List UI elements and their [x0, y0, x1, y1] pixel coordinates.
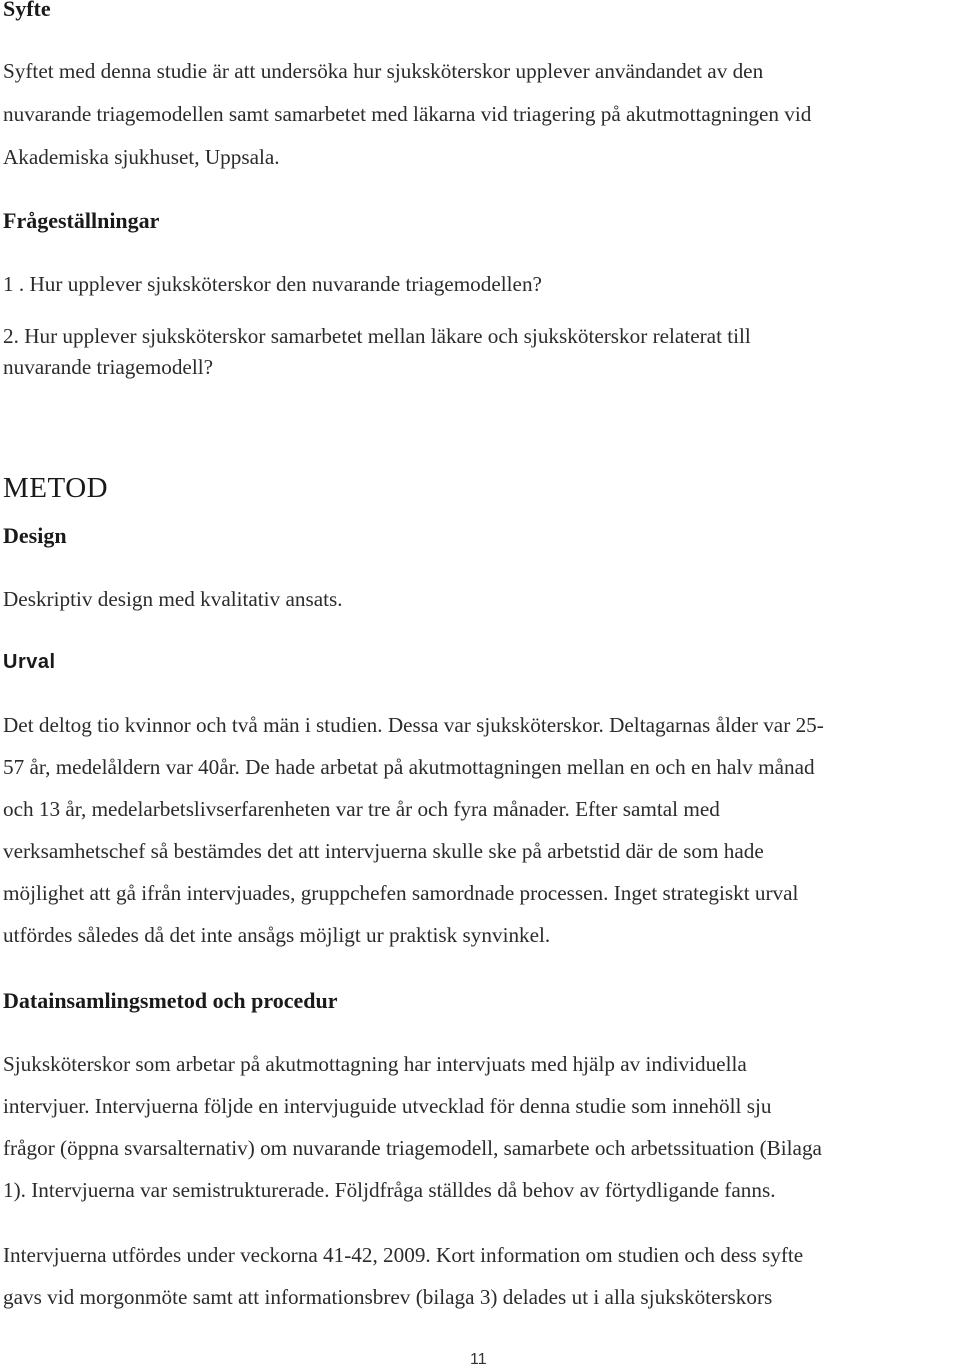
paragraph-urval: [3, 704, 824, 956]
text-line: gavs vid morgonmöte samt att informationsbrev (bilaga 3) delades ut i alla sjuksköterskors: [3, 1285, 773, 1309]
text-line: Sjuksköterskor som arbetar på akutmottagning har intervjuats med hjälp av individuella: [3, 1052, 747, 1076]
text-line: utfördes således då det inte ansågs möjligt ur praktisk synvinkel.: [3, 923, 551, 947]
text-line: nuvarande triagemodell?: [3, 355, 214, 379]
text-line: Syftet med denna studie är att undersöka hur sjuksköterskor upplever användandet av den: [3, 59, 764, 83]
heading-urval: Urval: [3, 651, 56, 673]
heading-fragestallningar: Frågeställningar: [3, 208, 160, 233]
text-line: nuvarande triagemodellen samt samarbetet med läkarna vid triagering på akutmottagningen vid: [3, 102, 812, 126]
heading-metod: METOD: [3, 472, 109, 504]
question-1: 1 . Hur upplever sjuksköterskor den nuvarande triagemodellen?: [3, 272, 542, 296]
text-line: och 13 år, medelarbetslivserfarenheten var tre år och fyra månader. Efter samtal med: [3, 797, 720, 821]
text-line: möjlighet att gå ifrån intervjuades, gruppchefen samordnade processen. Inget strategiskt urval: [3, 881, 799, 905]
paragraph-syfte: [3, 50, 811, 179]
paragraph-datainsamling-2: [3, 1234, 803, 1318]
text-line: verksamhetschef så bestämdes det att intervjuerna skulle ske på arbetstid där de som hade: [3, 839, 764, 863]
text-line: 2. Hur upplever sjuksköterskor samarbetet mellan läkare och sjuksköterskor relaterat till: [3, 324, 751, 348]
heading-syfte: Syfte: [3, 0, 51, 21]
heading-design: Design: [3, 523, 67, 548]
question-2: [3, 321, 751, 383]
text-line: Det deltog tio kvinnor och två män i studien. Dessa var sjuksköterskor. Deltagarnas ålder var 25-: [3, 713, 824, 737]
text-line: 57 år, medelåldern var 40år. De hade arbetat på akutmottagningen mellan en och en halv månad: [3, 755, 815, 779]
text-line: 1). Intervjuerna var semistrukturerade. Följdfråga ställdes då behov av förtydligande fanns.: [3, 1178, 776, 1202]
text-line: Intervjuerna utfördes under veckorna 41-42, 2009. Kort information om studien och dess syfte: [3, 1243, 804, 1267]
text-line: frågor (öppna svarsalternativ) om nuvarande triagemodell, samarbete och arbetssituation (Bilaga: [3, 1136, 822, 1160]
text-line: intervjuer. Intervjuerna följde en intervjuguide utvecklad för denna studie som innehöll sju: [3, 1094, 772, 1118]
paragraph-design: Deskriptiv design med kvalitativ ansats.: [3, 587, 343, 611]
text-line: Akademiska sjukhuset, Uppsala.: [3, 145, 280, 169]
heading-datainsamlingsmetod: Datainsamlingsmetod och procedur: [3, 988, 338, 1013]
page-number: 11: [470, 1351, 487, 1368]
paragraph-datainsamling-1: [3, 1043, 822, 1211]
